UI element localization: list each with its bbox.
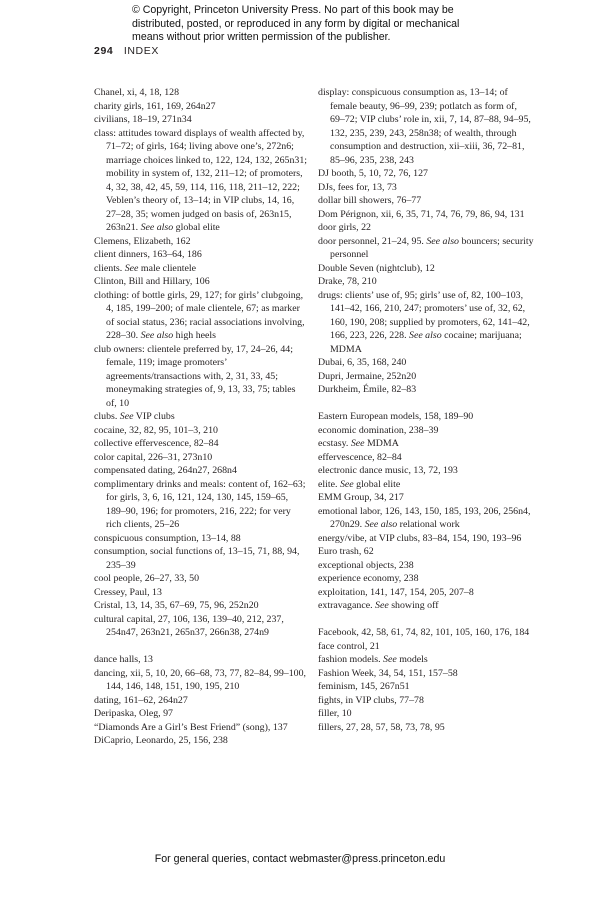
index-entry: DJ booth, 5, 10, 72, 76, 127 — [318, 168, 428, 179]
index-entry: feminism, 145, 267n51 — [318, 681, 410, 692]
index-entry: charity girls, 161, 169, 264n27 — [94, 100, 216, 112]
index-entry: cool people, 26–27, 33, 50 — [94, 573, 200, 584]
index-entry: Euro trash, 62 — [318, 546, 374, 557]
index-entry: Drake, 78, 210 — [318, 276, 377, 287]
index-entry: door girls, 22 — [318, 222, 371, 233]
copyright-line: distributed, posted, or reproduced in any form by digital or mechanical — [132, 17, 460, 30]
index-entry: Dom Pérignon, xii, 6, 35, 71, 74, 76, 79, 86, 94, 131 — [318, 208, 525, 220]
page-number: 294 — [94, 45, 114, 57]
index-entry: clients. See male clientele — [94, 262, 197, 274]
copyright-line: © Copyright, Princeton University Press. No part of this book may be — [132, 4, 454, 16]
index-entry: economic domination, 238–39 — [318, 424, 439, 436]
index-entry: class: attitudes toward displays of wealth affected by, 71–72; of girls, 164; living above one’s, 272n6; marriage choices linked to, 122, 124, 132, 265n31; mobility in system of, 132, 211–12; of promoters, 4, 32, 38, 42, 45, 59, 114, 116, 118, 211–12, 222; Veblen’s theory of, 13–14; in VIP clubs, 14, 16, 27–28, 35; women judged on basis of, 263n15, 263n21. See also global elite — [94, 127, 308, 233]
index-entry: fights, in VIP clubs, 77–78 — [318, 694, 424, 706]
index-entry: clothing: of bottle girls, 29, 127; for girls’ clubgoing, 4, 185, 199–200; of male clientele, 67; as marker of social status, 236; racial associations involving, 228–30. See also high heels — [94, 289, 305, 341]
index-entry: DJs, fees for, 13, 73 — [318, 181, 397, 193]
index-entry: experience economy, 238 — [318, 573, 419, 584]
index-column-left — [94, 86, 308, 748]
index-entry: client dinners, 163–64, 186 — [94, 249, 202, 260]
index-entry: display: conspicuous consumption as, 13–14; of female beauty, 96–99, 239; potlatch as form of, 69–72; VIP clubs’ role in, xii, 7, 14, 87–88, 94–95, 132, 235, 239, 243, 258n38; of wealth, through consumption and destruction, xii–xiii, 36, 72–81, 85–96, 235, 238, 243 — [318, 87, 531, 166]
index-entry: drugs: clients’ use of, 95; girls’ use of, 82, 100–103, 141–42, 166, 210, 247; promoters’ use of, 32, 62, 160, 190, 208; supplied by promoters, 62, 141–42, 166, 223, 226, 228. See also cocaine; marijuana; MDMA — [318, 289, 530, 355]
index-entry: complimentary drinks and meals: content of, 162–63; for girls, 3, 6, 16, 121, 124, 130, 145, 159–65, 189–90, 196; for promoters, 216, 222; for very rich clients, 25–26 — [94, 478, 306, 530]
index-entry: Dubai, 6, 35, 168, 240 — [318, 357, 407, 368]
index-entry: fashion models. See models — [318, 654, 428, 665]
index-entry: DiCaprio, Leonardo, 25, 156, 238 — [94, 735, 228, 746]
index-column-right — [318, 86, 534, 734]
index-entry: Double Seven (nightclub), 12 — [318, 262, 435, 274]
copyright-line: means without prior written permission of the publisher. — [132, 31, 391, 44]
index-entry: dance halls, 13 — [94, 654, 153, 665]
index-entry: club owners: clientele preferred by, 17, 24–26, 44; female, 119; image promoters’ agreements/transactions with, 2, 31, 33, 45; moneymaking strategies of, 9, 13, 33, 75; tables of, 10 — [94, 343, 296, 409]
index-entry: dollar bill showers, 76–77 — [318, 195, 422, 206]
index-entry: clubs. See VIP clubs — [94, 411, 175, 422]
index-entry: dancing, xii, 5, 10, 20, 66–68, 73, 77, 82–84, 99–100, 144, 146, 148, 151, 190, 195, 210 — [94, 667, 307, 692]
index-entry: Deripaska, Oleg, 97 — [94, 708, 173, 719]
index-entry: color capital, 226–31, 273n10 — [94, 451, 213, 463]
index-entry: emotional labor, 126, 143, 150, 185, 193, 206, 256n4, 270n29. See also relational work — [318, 505, 531, 530]
index-entry: Clemens, Elizabeth, 162 — [94, 235, 191, 247]
index-entry: energy/vibe, at VIP clubs, 83–84, 154, 190, 193–96 — [318, 532, 522, 544]
index-entry: cultural capital, 27, 106, 136, 139–40, 212, 237, 254n47, 263n21, 265n37, 266n38, 274n9 — [94, 613, 284, 638]
index-entry: extravagance. See showing off — [318, 600, 439, 611]
index-entry: effervescence, 82–84 — [318, 451, 402, 463]
index-entry: EMM Group, 34, 217 — [318, 492, 404, 503]
index-entry: fillers, 27, 28, 57, 58, 73, 78, 95 — [318, 721, 445, 733]
index-entry: compensated dating, 264n27, 268n4 — [94, 465, 237, 476]
index-entry: exceptional objects, 238 — [318, 559, 414, 571]
index-entry: door personnel, 21–24, 95. See also bouncers; security personnel — [318, 235, 534, 260]
running-head — [94, 45, 159, 57]
footer-contact: For general queries, contact webmaster@press.princeton.edu — [154, 853, 446, 865]
index-entry: conspicuous consumption, 13–14, 88 — [94, 532, 241, 544]
index-entry: Clinton, Bill and Hillary, 106 — [94, 276, 210, 287]
index-entry: exploitation, 141, 147, 154, 205, 207–8 — [318, 586, 474, 598]
index-entry: Dupri, Jermaine, 252n20 — [318, 370, 417, 382]
index-entry: elite. See global elite — [318, 478, 401, 490]
section-title: INDEX — [123, 45, 159, 57]
index-entry: dating, 161–62, 264n27 — [94, 694, 188, 706]
index-entry: filler, 10 — [318, 708, 352, 719]
index-entry: ecstasy. See MDMA — [318, 438, 399, 449]
index-entry: Cristal, 13, 14, 35, 67–69, 75, 96, 252n20 — [94, 600, 259, 611]
index-entry: electronic dance music, 13, 72, 193 — [318, 465, 458, 476]
index-entry: cocaine, 32, 82, 95, 101–3, 210 — [94, 424, 218, 436]
index-entry: Facebook, 42, 58, 61, 74, 82, 101, 105, 160, 176, 184 — [318, 627, 530, 638]
index-entry: Fashion Week, 34, 54, 151, 157–58 — [318, 667, 458, 679]
copyright-notice — [132, 4, 492, 45]
index-entry: Eastern European models, 158, 189–90 — [318, 411, 474, 422]
index-entry: Chanel, xi, 4, 18, 128 — [94, 87, 180, 98]
index-entry: face control, 21 — [318, 640, 380, 652]
index-entry: Cressey, Paul, 13 — [94, 586, 162, 598]
index-entry: consumption, social functions of, 13–15, 71, 88, 94, 235–39 — [94, 546, 300, 571]
index-entry: Durkheim, Émile, 82–83 — [318, 384, 417, 395]
index-entry: collective effervescence, 82–84 — [94, 438, 219, 449]
index-entry: “Diamonds Are a Girl’s Best Friend” (song), 137 — [94, 721, 288, 733]
index-entry: civilians, 18–19, 271n34 — [94, 114, 192, 125]
